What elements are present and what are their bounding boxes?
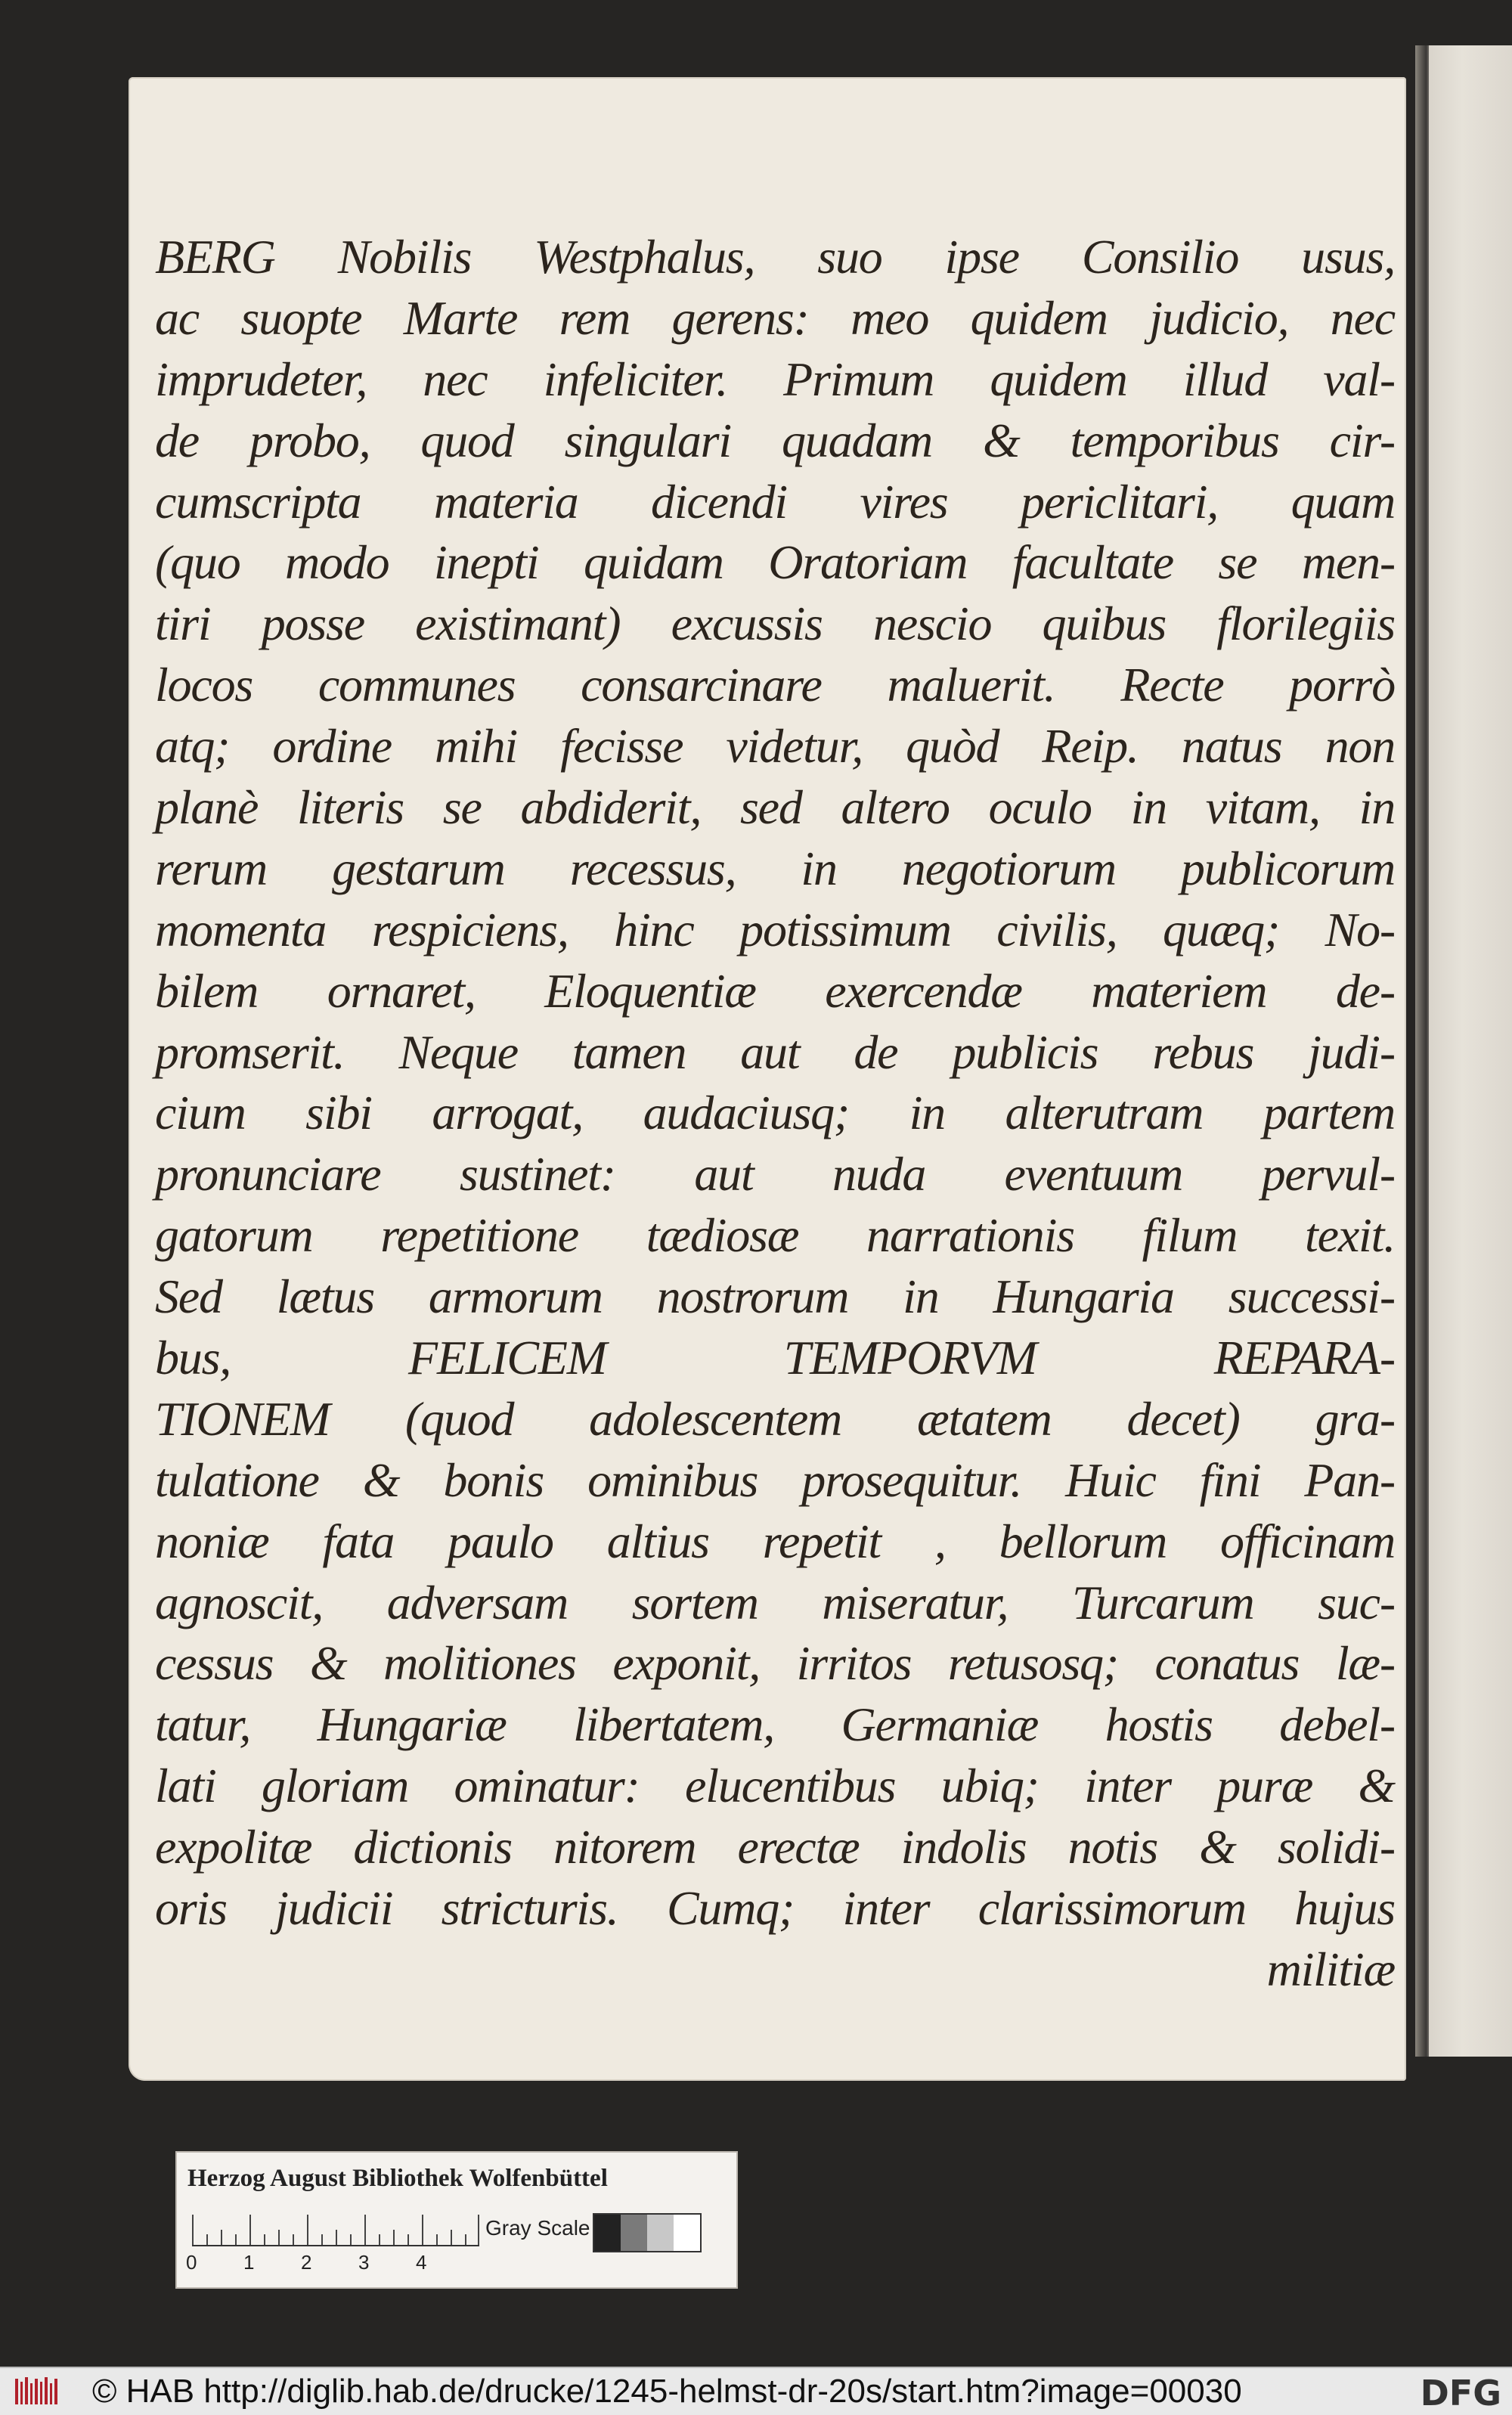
text-line: promserit. Neque tamen aut de publicis rebus judi- <box>155 1025 1395 1079</box>
text-line: cessus & molitiones exponit, irritos retusosq; conatus læ- <box>155 1636 1395 1691</box>
text-line: tulatione & bonis ominibus prosequitur. Huic fini Pan- <box>155 1452 1395 1507</box>
text-line: BERG Nobilis Westphalus, suo ipse Consilio usus, <box>155 230 1395 284</box>
text-line: ac suopte Marte rem gerens: meo quidem judicio, nec <box>155 290 1395 345</box>
color-calibration-bar <box>175 2151 738 2289</box>
text-line: (quo modo inepti quidam Oratoriam facultate se men- <box>155 535 1395 590</box>
gray-swatch <box>674 2215 700 2251</box>
text-line: Sed lætus armorum nostrorum in Hungaria successi- <box>155 1270 1395 1324</box>
text-line: TIONEM (quod adolescentem ætatem decet) gra- <box>155 1391 1395 1446</box>
text-line: bilem ornaret, Eloquentiæ exercendæ materiem de- <box>155 963 1395 1018</box>
text-line: rerum gestarum recessus, in negotiorum publicorum <box>155 841 1395 895</box>
text-line: agnoscit, adversam sortem miseratur, Turcarum suc- <box>155 1575 1395 1629</box>
library-name: Herzog August Bibliothek Wolfenbüttel <box>187 2165 608 2192</box>
footer-bar <box>0 2367 1512 2415</box>
text-line: tiri posse existimant) excussis nescio quibus florilegiis <box>155 597 1395 651</box>
text-line: cium sibi arrogat, audaciusq; in alterutram partem <box>155 1086 1395 1140</box>
page-text <box>155 227 1395 2001</box>
text-line: tatur, Hungariæ libertatem, Germaniæ hostis debel- <box>155 1697 1395 1752</box>
text-line: locos communes consarcinare maluerit. Recte porrò <box>155 658 1395 712</box>
gray-scale-label: Gray Scale <box>485 2216 590 2240</box>
scale-ruler <box>192 2212 479 2246</box>
text-line: lati gloriam ominatur: elucentibus ubiq; inter puræ & <box>155 1759 1395 1813</box>
text-line: cumscripta materia dicendi vires periclitari, quam <box>155 474 1395 529</box>
gray-swatch <box>647 2215 674 2251</box>
text-line: momenta respiciens, hinc potissimum civilis, quæq; No- <box>155 902 1395 956</box>
text-line: imprudeter, nec infeliciter. Primum quidem illud val- <box>155 352 1395 406</box>
scale-number: 0 <box>186 2251 197 2274</box>
facing-page-edge <box>1429 45 1512 2057</box>
text-line: oris judicii stricturis. Cumq; inter clarissimorum hujus <box>155 1881 1395 1936</box>
scale-number: 2 <box>301 2251 312 2274</box>
scale-number: 4 <box>416 2251 427 2274</box>
text-line: pronunciare sustinet: aut nuda eventuum pervul- <box>155 1147 1395 1201</box>
catchword: militiæ <box>1266 1942 1395 1996</box>
gray-swatch <box>621 2215 647 2251</box>
text-line: planè literis se abdiderit, sed altero oculo in vitam, in <box>155 780 1395 835</box>
scale-number: 1 <box>243 2251 255 2274</box>
text-line: de probo, quod singulari quadam & temporibus cir- <box>155 413 1395 467</box>
text-line: noniæ fata paulo altius repetit , bellorum officinam <box>155 1514 1395 1568</box>
text-line: gatorum repetitione tædiosæ narrationis filum texit. <box>155 1208 1395 1263</box>
footer-copyright-url: © HAB http://diglib.hab.de/drucke/1245-helmst-dr-20s/start.htm?image=00030 <box>92 2373 1242 2410</box>
text-line: bus, FELICEM TEMPORVM REPARA- <box>155 1331 1395 1385</box>
hab-barcode-logo-icon <box>14 2376 62 2407</box>
gray-swatch <box>594 2215 621 2251</box>
text-line: expolitæ dictionis nitorem erectæ indolis notis & solidi- <box>155 1820 1395 1874</box>
dfg-logo: DFG <box>1420 2373 1501 2413</box>
scale-number: 3 <box>358 2251 370 2274</box>
gray-scale-swatches <box>593 2213 702 2252</box>
text-line: atq; ordine mihi fecisse videtur, quòd Reip. natus non <box>155 719 1395 773</box>
